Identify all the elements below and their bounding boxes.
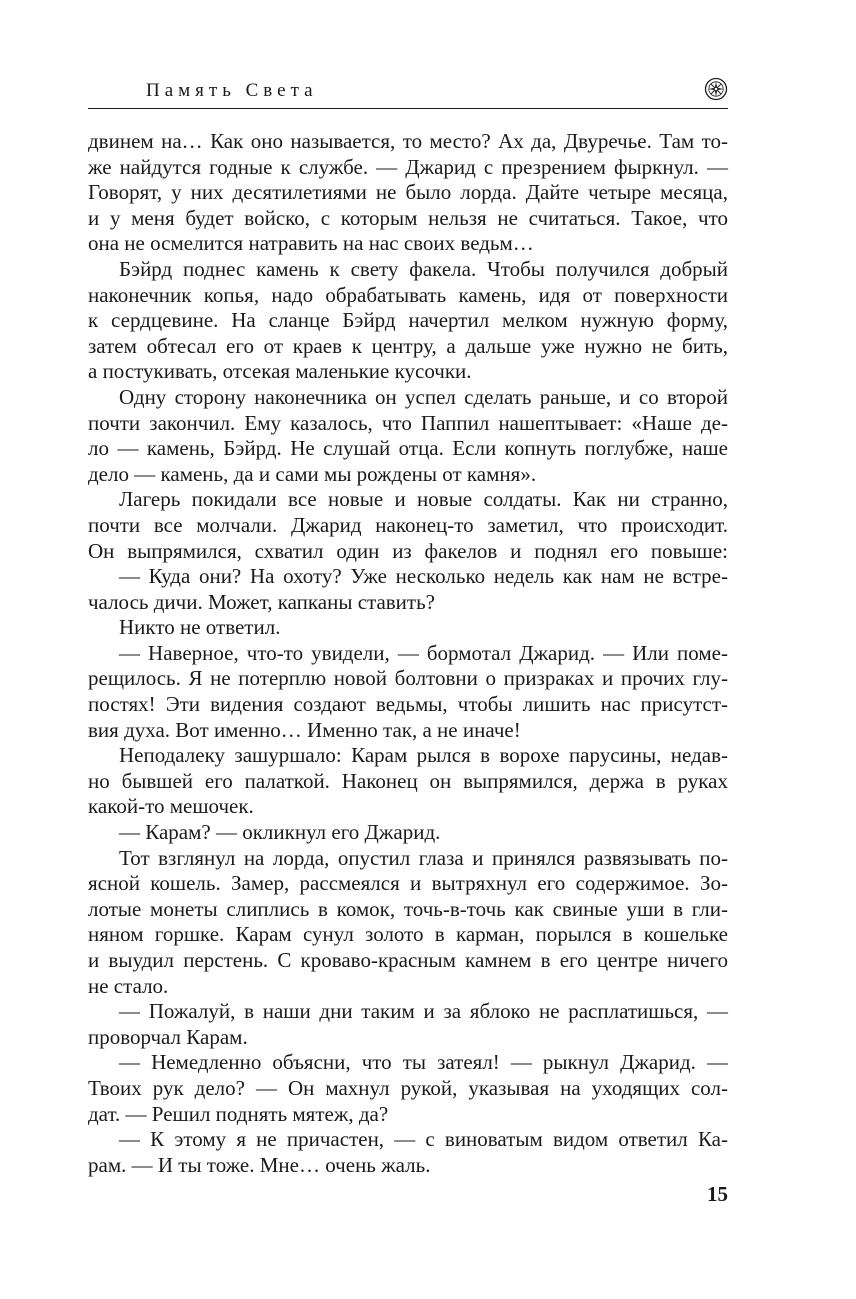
text-line: но бывшей его палаткой. Наконец он выпрямился, держа в руках [88,768,728,793]
text-line: рам. — И ты тоже. Мне… очень жаль. [88,1152,431,1177]
text-line: Бэйрд поднес камень к свету факела. Чтобы получился добрый [119,256,728,281]
text-line: наконечник копья, надо обрабатывать камень, идя от поверхности [88,282,728,307]
compass-rose-icon [704,77,728,101]
text-line: Он выпрямился, схватил один из факелов и поднял его повыше: [88,538,728,563]
text-line: няном горшке. Карам сунул золото в карман, порылся в кошельке [88,922,728,947]
text-line: и выудил перстень. С кроваво-красным камнем в его центре ничего [88,948,728,972]
text-line: почти все молчали. Джарид наконец-то заметил, что происходит. [88,512,728,537]
text-line: к сердцевине. На сланце Бэйрд начертил мелком нужную форму, [88,308,728,333]
text-line: рещилось. Я не потерплю новой болтовни о призраках и прочих глу- [88,666,728,691]
text-line: лотые монеты слиплись в комок, точь-в-точь как свиные уши в гли- [88,896,728,921]
text-line: какой-то мешочек. [88,794,254,819]
text-line: Тот взглянул на лорда, опустил глаза и принялся развязывать по- [119,845,728,870]
text-line: дат. — Решил поднять мятеж, да? [88,1101,389,1126]
text-line: дело — камень, да и сами мы рождены от камня». [88,461,537,486]
text-line: ясной кошель. Замер, рассмеялся и вытряхнул его содержимое. Зо- [88,871,728,896]
text-line: не стало. [88,973,169,998]
text-line: затем обтесал его от краев к центру, а дальше уже нужно не бить, [88,333,728,358]
text-line: а постукивать, отсекая маленькие кусочки. [88,359,472,384]
text-line: вия духа. Вот именно… Именно так, а не иначе! [88,717,521,742]
text-line: Твоих рук дело? — Он махнул рукой, указывая на уходящих сол- [88,1075,728,1100]
text-line: Неподалеку зашуршало: Карам рылся в ворохе парусины, недав- [119,743,728,768]
page-number: 15 [707,1182,728,1206]
text-line: и у меня будет войско, с которым нельзя не считаться. Такое, что [88,205,728,230]
text-line: она не осмелится натравить на нас своих ведьм… [88,231,534,256]
text-line: — Наверное, что-то увидели, — бормотал Джарид. — Или поме- [119,640,728,665]
text-line: — К этому я не причастен, — с виноватым видом ответил Ка- [119,1127,728,1152]
text-line: двинем на… Как оно называется, то место? Ах да, Двуречье. Там то- [88,129,728,153]
text-line: Лагерь покидали все новые и новые солдаты. Как ни странно, [119,487,728,512]
text-line: Одну сторону наконечника он успел сделать раньше, и со второй [119,384,728,409]
text-line: Говорят, у них десятилетиями не было лорда. Дайте четыре месяца, [88,180,728,205]
text-line: почти закончил. Ему казалось, что Паппил нашептывает: «Наше де- [88,410,728,435]
book-page [88,0,728,1299]
text-line: — Немедленно объясни, что ты затеял! — рыкнул Джарид. — [119,1050,728,1075]
text-line: проворчал Карам. [88,1024,248,1049]
text-line: же найдутся годные к службе. — Джарид с презрением фыркнул. — [88,154,728,179]
text-line: Никто не ответил. [119,615,281,640]
book-title: Память Света [146,80,318,101]
text-line: — Карам? — окликнул его Джарид. [119,820,441,845]
text-line: постях! Эти видения создают ведьмы, чтобы лишить нас присутст- [88,692,728,717]
body-text [88,129,728,1178]
running-header [88,74,728,109]
text-line: ло — камень, Бэйрд. Не слушай отца. Если копнуть поглубже, наше [88,436,728,461]
text-line: чалось дичи. Может, капканы ставить? [88,589,435,614]
text-line: — Куда они? На охоту? Уже несколько недель как нам не встре- [119,564,728,589]
text-line: — Пожалуй, в наши дни таким и за яблоко не расплатишься, — [119,999,728,1024]
